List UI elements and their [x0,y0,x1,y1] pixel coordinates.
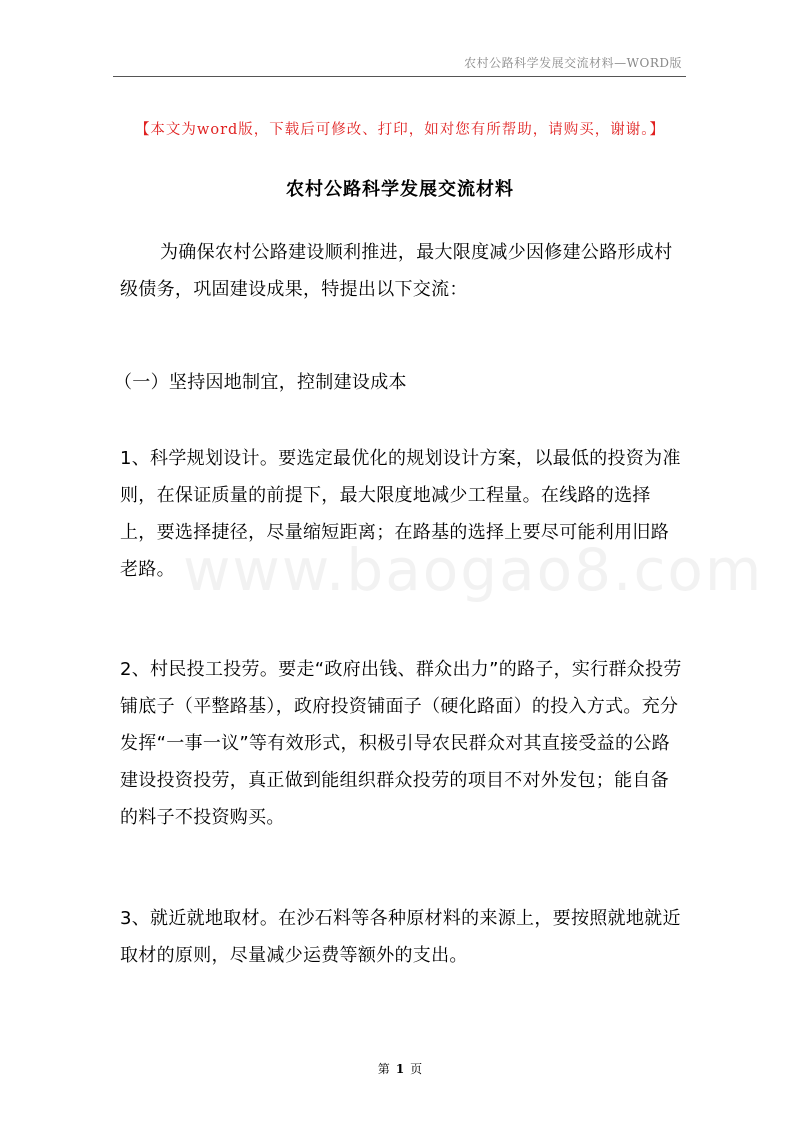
intro-text: 为确保农村公路建设顺利推进，最大限度减少因修建公路形成村级债务，巩固建设成果，特提出以下交流： [120,242,673,300]
page-footer [0,1060,800,1077]
list-item [120,440,685,588]
section-heading-text: （一）坚持因地制宜，控制建设成本 [114,372,407,393]
list-item [120,651,685,836]
item-2-text: 2、村民投工投劳。要走“政府出钱、群众出力”的路子，实行群众投劳铺底子（平整路基），政府投资铺面子（硬化路面）的投入方式。充分发挥“一事一议”等有效形式，积极引导农民群众对其直接受益的公路建设投资投劳，真正做到能组织群众投劳的项目不对外发包；能自备的料子不投资购买。 [120,659,682,828]
intro-paragraph [120,234,685,308]
footer-prefix: 第 [377,1062,390,1076]
list-item [120,900,685,974]
item-1-text: 1、科学规划设计。要选定最优化的规划设计方案，以最低的投资为准则，在保证质量的前提下，最大限度地减少工程量。在线路的选择上，要选择捷径，尽量缩短距离；在路基的选择上要尽可能利用旧路老路。 [120,448,681,580]
section-heading [114,364,679,401]
watermark: www.baogao8.com [183,536,764,604]
footer-suffix: 页 [410,1062,423,1076]
item-3-text: 3、就近就地取材。在沙石料等各种原材料的来源上，要按照就地就近取材的原则，尽量减少运费等额外的支出。 [120,908,681,966]
running-header: 农村公路科学发展交流材料—WORD版 [464,56,682,70]
document-title: 农村公路科学发展交流材料 [286,179,514,200]
page-number: 1 [395,1062,405,1076]
header-rule [113,76,686,77]
purchase-notice: 【本文为word版，下载后可修改、打印，如对您有所帮助，请购买，谢谢。】 [134,122,666,138]
